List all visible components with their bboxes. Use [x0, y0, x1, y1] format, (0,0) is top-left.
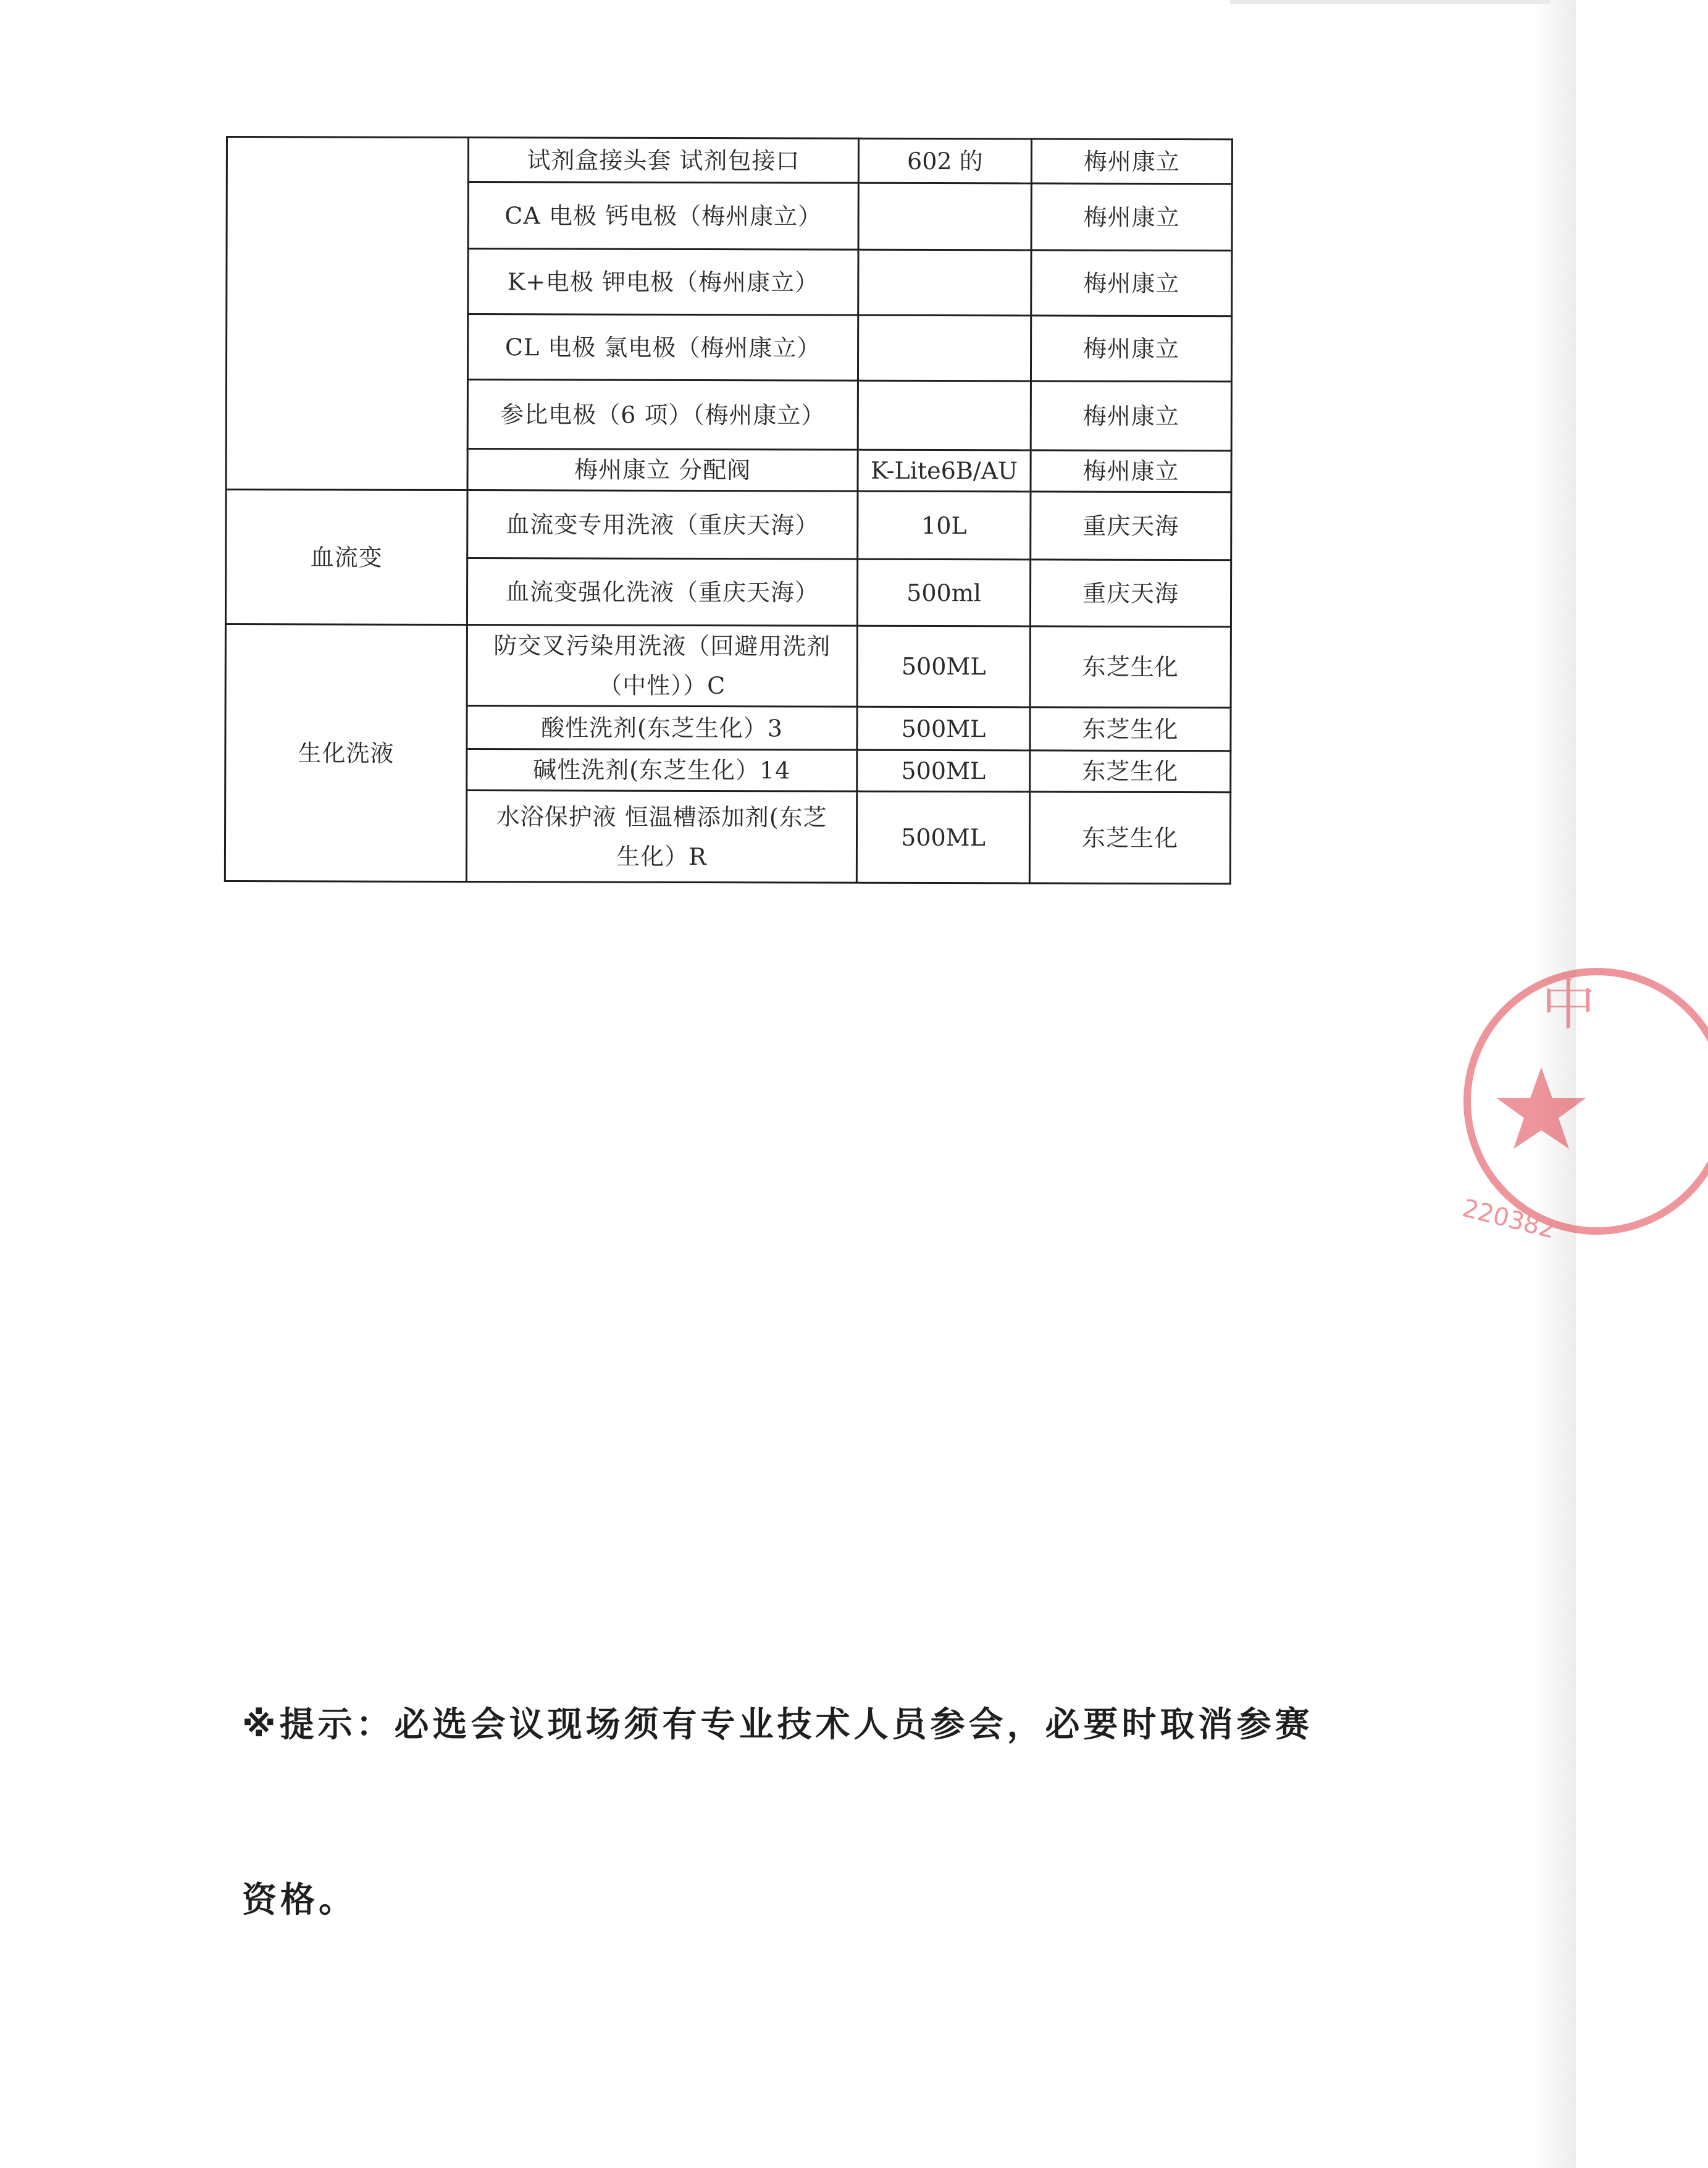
- consumables-table: [224, 136, 1233, 884]
- table-row: [225, 624, 1231, 708]
- item-name: 试剂盒接头套 试剂包接口: [468, 138, 858, 183]
- item-name-line: （中性））C: [598, 671, 726, 700]
- item-spec: 500ML: [857, 707, 1030, 750]
- item-spec: 500ML: [857, 626, 1030, 707]
- item-maker: 梅州康立: [1031, 450, 1231, 492]
- item-maker: 梅州康立: [1031, 250, 1232, 316]
- seal-star-icon: [1497, 1067, 1586, 1149]
- category-cell: [226, 137, 468, 490]
- item-name: 血流变强化洗液（重庆天海）: [467, 558, 857, 626]
- item-maker: 东芝生化: [1030, 626, 1231, 708]
- category-cell: 血流变: [225, 490, 467, 625]
- item-name: CL 电极 氯电极（梅州康立）: [467, 314, 858, 381]
- item-spec: [858, 183, 1031, 250]
- item-maker: 东芝生化: [1030, 707, 1231, 751]
- item-spec: [858, 380, 1031, 450]
- item-maker: 东芝生化: [1030, 750, 1231, 792]
- item-maker: 东芝生化: [1029, 792, 1230, 884]
- item-spec: [858, 250, 1031, 316]
- item-name: 参比电极（6 项）（梅州康立）: [467, 380, 858, 450]
- item-spec: [858, 315, 1031, 381]
- notice-text: ※提示：必选会议现场须有专业技术人员参会，必要时取消参赛: [242, 1705, 1313, 1745]
- item-maker: 梅州康立: [1031, 183, 1232, 251]
- item-spec: 602 的: [858, 138, 1031, 183]
- item-maker: 梅州康立: [1031, 316, 1231, 382]
- notice-text-continued: 资格。: [242, 1880, 357, 1920]
- item-name-line: 生化）R: [616, 842, 707, 870]
- item-name: CA 电极 钙电极（梅州康立）: [468, 182, 858, 250]
- scan-top-artifact: [1230, 0, 1551, 4]
- red-seal-stamp: [1449, 950, 1708, 1259]
- category-cell: 生化洗液: [225, 624, 467, 882]
- item-name: 酸性洗剂(东芝生化）3: [467, 706, 857, 750]
- item-name: [466, 791, 856, 883]
- item-name: 碱性洗剂(东芝生化）14: [467, 749, 857, 792]
- item-name: 梅州康立 分配阀: [467, 449, 858, 492]
- item-name-line: 防交叉污染用洗液（回避用洗剂: [493, 632, 831, 660]
- item-maker: 重庆天海: [1031, 492, 1231, 560]
- seal-number: 220382: [1459, 1194, 1558, 1245]
- item-maker: 梅州康立: [1031, 139, 1232, 184]
- table-row: [226, 490, 1231, 560]
- item-maker: 重庆天海: [1030, 560, 1231, 627]
- table-row: [227, 137, 1232, 184]
- item-maker: 梅州康立: [1031, 381, 1231, 451]
- item-spec: 500ML: [856, 791, 1029, 883]
- item-name: K+电极 钾电极（梅州康立）: [468, 249, 858, 316]
- item-spec: 10L: [858, 491, 1031, 560]
- item-spec: K-Lite6B/AU: [858, 450, 1031, 492]
- item-name-line: 水浴保护液 恒温槽添加剂(东芝: [496, 802, 827, 831]
- seal-character: 中: [1541, 973, 1596, 1037]
- item-spec: 500ml: [857, 559, 1030, 626]
- item-name: 血流变专用洗液（重庆天海）: [467, 490, 858, 560]
- item-spec: 500ML: [857, 750, 1030, 792]
- item-name: [467, 625, 857, 707]
